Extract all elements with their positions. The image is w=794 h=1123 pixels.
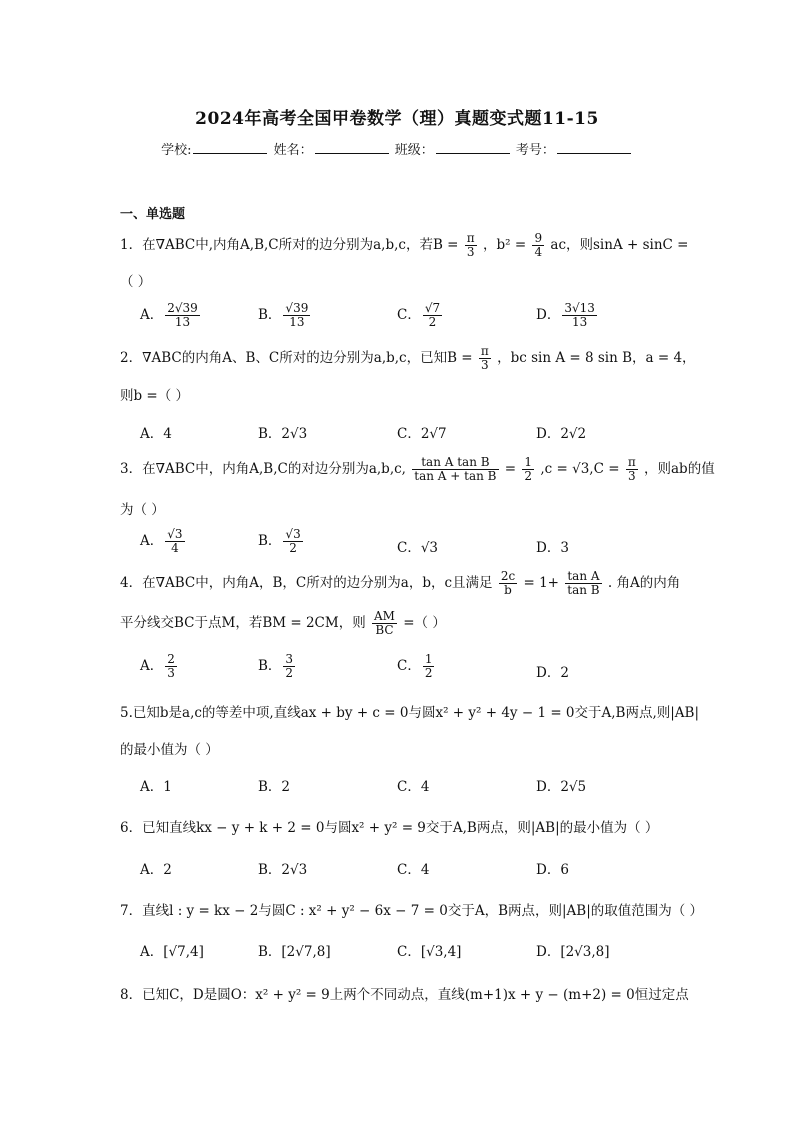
q4-a-frac [165, 653, 177, 680]
q1-b-den: 3 [466, 245, 475, 260]
page-title: 2024年高考全国甲卷数学（理）真题变式题11-15 [195, 109, 599, 129]
q3-option-d[interactable]: D．3 [536, 540, 569, 556]
q3-fraction-half [522, 456, 534, 483]
q1-do-num: 3√13 [564, 301, 595, 315]
q4-option-a[interactable] [140, 653, 179, 680]
q2-b-den: 3 [481, 358, 489, 373]
name-label: 姓名： [273, 143, 313, 158]
q3-p-den: 3 [627, 469, 636, 484]
q6-option-d[interactable]: D．6 [536, 862, 569, 878]
q2-stem-text: 2．∇ABC的内角A、B、C所对的边分别为a,b,c，已知B = [120, 350, 473, 367]
q1-co-den: 2 [428, 315, 437, 330]
q1-tail-text: ac，则sinA + sinC = [550, 237, 689, 254]
q2-line2: 则b =（ ） [120, 388, 190, 404]
q1-mid-text: ，b² = [482, 237, 527, 254]
student-info-row [0, 139, 794, 158]
q3-f-num: tan A tan B [412, 456, 498, 470]
q7-option-b[interactable]: B．[2√7,8] [258, 944, 331, 960]
q1-d-label: D． [536, 307, 561, 324]
q1-stem-text: 1．在∇ABC中,内角A,B,C所对的边分别为a,b,c，若B = [120, 237, 459, 254]
q1-do-frac [562, 302, 597, 329]
class-blank[interactable] [436, 141, 510, 154]
q2-tail-text: ，bc sin A = 8 sin B，a = 4， [497, 350, 696, 367]
q1-option-b[interactable] [258, 302, 312, 329]
q7-option-d[interactable]: D．[2√3,8] [536, 944, 610, 960]
q1-a-num: 2√39 [167, 301, 198, 315]
q4-a-den: 3 [167, 666, 175, 681]
q3-eq: = [504, 461, 517, 478]
q2-option-b[interactable]: B．2√3 [258, 426, 308, 442]
q3-a-num: √3 [167, 527, 183, 541]
question-4-line2 [120, 610, 446, 637]
q1-c-label: C． [397, 307, 421, 324]
q4-line2a: 平分线交BC于点M，若BM = 2CM，则 [120, 615, 366, 632]
q2-b-num: π [480, 344, 489, 358]
q2-option-d[interactable]: D．2√2 [536, 426, 587, 442]
q1-a-frac [165, 302, 200, 329]
q4-b-label: B． [258, 658, 282, 675]
exam-number-blank[interactable] [557, 141, 631, 154]
q3-f-den: tan A + tan B [414, 469, 497, 484]
q3-b-num: √3 [285, 527, 301, 541]
q4-b-num: 3 [285, 652, 294, 666]
q2-option-a[interactable]: A．4 [140, 426, 172, 442]
q4-f-num: 2c [500, 569, 516, 583]
q3-a-frac [165, 528, 184, 555]
q1-b-label: B． [258, 307, 282, 324]
q4-fraction-am [372, 610, 397, 637]
q4-c-frac [423, 653, 435, 680]
question-2-stem [120, 345, 696, 372]
q3-tail-text: ，则ab的值 [644, 461, 715, 478]
q1-co-frac [423, 302, 442, 329]
q4-c-label: C． [397, 658, 421, 675]
q3-option-c[interactable]: C．√3 [397, 540, 439, 556]
q4-b-frac [283, 653, 295, 680]
q3-fraction-tan [412, 456, 498, 483]
question-5-line2: 的最小值为（ ） [120, 742, 219, 758]
class-label: 班级： [394, 143, 434, 158]
q4-option-d[interactable]: D．2 [536, 665, 569, 681]
q4-fraction-2c [499, 570, 517, 597]
q4-option-c[interactable] [397, 653, 436, 680]
q3-option-a[interactable] [140, 528, 187, 555]
q7-option-c[interactable]: C．[√3,4] [397, 944, 462, 960]
question-7-line1: 7．直线l : y = kx − 2与圆C : x² + y² − 6x − 7 = 0交于A，B两点，则|AB|的取值范围为（ ） [120, 903, 704, 919]
q1-a-den: 13 [174, 315, 191, 330]
question-8-line1: 8．已知C，D是圆O：x² + y² = 9上两个不同动点，直线(m+1)x + y − (m+2) = 0恒过定点 [120, 987, 689, 1003]
q5-option-b[interactable]: B．2 [258, 779, 291, 795]
q1-c-den: 4 [534, 245, 543, 260]
school-blank[interactable] [193, 141, 267, 154]
name-blank[interactable] [315, 141, 389, 154]
q1-co-num: √7 [424, 301, 441, 315]
q1-bo-den: 13 [289, 315, 305, 330]
q4-c-den: 2 [424, 666, 433, 681]
section-heading: 一、单选题 [120, 207, 186, 222]
q1-c-num: 9 [534, 231, 543, 245]
q4-stem-text: 4．在∇ABC中，内角A，B，C所对的边分别为a，b，c且满足 [120, 575, 493, 592]
q4-g-num: tan A [565, 570, 601, 584]
q3-mid-text: ,c = √3,C = [540, 461, 620, 478]
q3-a-den: 4 [171, 541, 179, 556]
question-1-stem [120, 232, 688, 259]
q4-c-num: 1 [424, 652, 433, 666]
q3-p-num: π [627, 455, 636, 469]
q2-fraction-b [479, 345, 491, 372]
q5-option-c[interactable]: C．4 [397, 779, 430, 795]
q3-option-b[interactable] [258, 528, 305, 555]
q1-bo-frac [283, 302, 310, 329]
q1-do-den: 13 [571, 315, 588, 330]
school-label: 学校: [161, 143, 192, 158]
q4-h-den: BC [375, 623, 394, 638]
q1-option-d[interactable] [536, 302, 599, 329]
question-5-line1: 5.已知b是a,c的等差中项,直线ax + by + c = 0与圆x² + y² + 4y − 1 = 0交于A,B两点,则|AB| [120, 705, 700, 721]
q4-b-den: 2 [285, 666, 294, 681]
q3-b-frac [283, 528, 302, 555]
q3-line2: 为（ ） [120, 502, 165, 518]
q4-mid-text: = 1+ [523, 575, 559, 592]
q3-h-den: 2 [524, 469, 533, 484]
q4-tail-text: . 角A的内角 [607, 575, 681, 592]
question-3-stem [120, 456, 715, 483]
q1-fraction-c [532, 232, 544, 259]
q4-fraction-tan [565, 570, 601, 597]
q1-option-c[interactable] [397, 302, 444, 329]
q3-a-label: A． [140, 533, 164, 550]
q3-fraction-pi [626, 456, 638, 483]
q1-paren: （ ） [120, 274, 152, 290]
q4-a-label: A． [140, 658, 164, 675]
exam-number-label: 考号： [515, 143, 555, 158]
q4-f-den: b [504, 583, 512, 598]
q7-option-a[interactable]: A．[√7,4] [140, 944, 204, 960]
q6-option-c[interactable]: C．4 [397, 862, 430, 878]
q1-option-a[interactable] [140, 302, 202, 329]
q4-a-num: 2 [167, 652, 175, 666]
q3-h-num: 1 [524, 455, 533, 469]
q4-line2b: =（ ） [403, 615, 446, 632]
q3-b-label: B． [258, 533, 282, 550]
q1-bo-num: √39 [285, 301, 309, 315]
q6-option-b[interactable]: B．2√3 [258, 862, 308, 878]
q4-g-den: tan B [567, 583, 600, 598]
q2-option-c[interactable]: C．2√7 [397, 426, 447, 442]
q4-h-num: AM [374, 609, 395, 623]
question-4-stem [120, 570, 680, 597]
q6-option-a[interactable]: A．2 [140, 862, 172, 878]
q5-option-d[interactable]: D．2√5 [536, 779, 587, 795]
q3-b-den: 2 [289, 541, 297, 556]
q1-fraction-b [465, 232, 477, 259]
q1-a-label: A． [140, 307, 164, 324]
q3-stem-text: 3．在∇ABC中，内角A,B,C的对边分别为a,b,c, [120, 461, 406, 478]
q5-option-a[interactable]: A．1 [140, 779, 172, 795]
q1-b-num: π [466, 231, 475, 245]
question-6-line1: 6．已知直线kx − y + k + 2 = 0与圆x² + y² = 9交于A,B两点，则|AB|的最小值为（ ） [120, 820, 659, 836]
q4-option-b[interactable] [258, 653, 297, 680]
